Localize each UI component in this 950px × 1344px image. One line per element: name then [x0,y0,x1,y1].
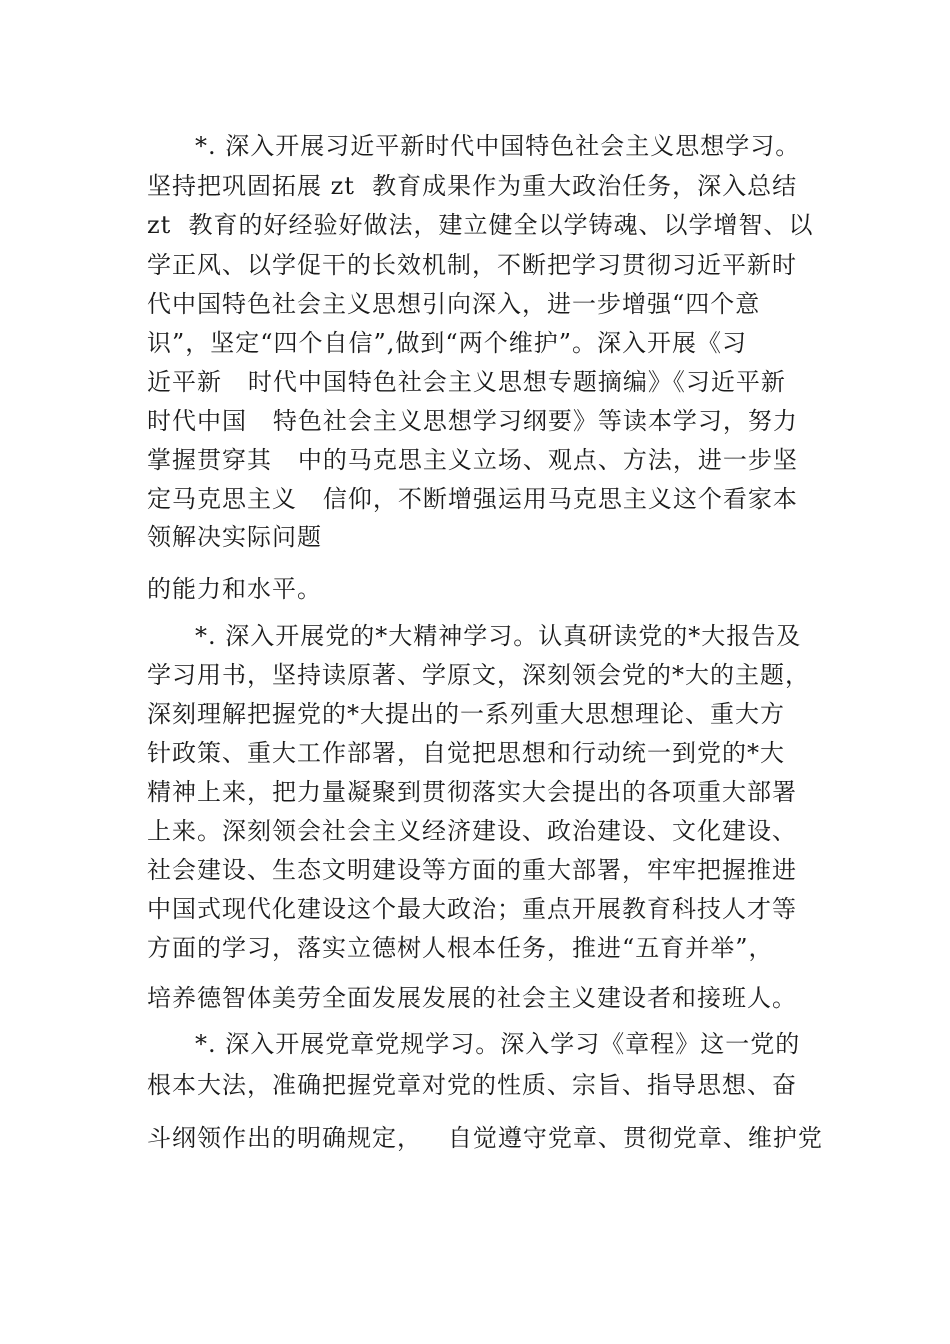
paragraph-2-line-4: 针政策、重大工作部署，自觉把思想和行动统一到党的*大 [147,739,785,767]
paragraph-1-line-10: 定马克思主义 信仰，不断增强运用马克思主义这个看家本 [147,485,798,513]
paragraph-2-line-7: 社会建设、生态文明建设等方面的重大部署，牢牢把握推进 [147,856,797,884]
paragraph-2-line-1: *. 深入开展党的*大精神学习。认真研读党的*大报告及 [195,622,802,650]
paragraph-1-line-7: 近平新 时代中国特色社会主义思想专题摘编》《习近平新 [147,368,786,396]
paragraph-2-line-6: 上来。深刻领会社会主义经济建设、政治建设、文化建设、 [147,817,797,845]
paragraph-1-line-8: 时代中国 特色社会主义思想学习纲要》等读本学习，努力 [147,407,798,435]
paragraph-1-line-2: 坚持把巩固拓展 zt 教育成果作为重大政治任务，深入总结 [147,172,798,200]
paragraph-1-line-4: 学正风、以学促干的长效机制，不断把学习贯彻习近平新时 [147,251,797,279]
paragraph-1-line-12: 的能力和水平。 [147,575,322,603]
paragraph-2-line-9: 方面的学习，落实立德树人根本任务，推进“五育并举”， [147,934,774,962]
paragraph-1-line-6: 识”，坚定“四个自信”,做到“两个维护”。深入开展《习 [147,329,747,357]
paragraph-2-line-2: 学习用书，坚持读原著、学原文，深刻领会党的*大的主题， [147,661,810,689]
paragraph-3-line-1: *. 深入开展党章党规学习。深入学习《章程》这一党的 [195,1030,801,1058]
paragraph-1-line-11: 领解决实际问题 [147,523,322,551]
paragraph-1-line-3: zt 教育的好经验好做法，建立健全以学铸魂、以学增智、以 [147,211,814,239]
paragraph-1-line-9: 掌握贯穿其 中的马克思主义立场、观点、方法，进一步坚 [147,446,798,474]
paragraph-2-line-3: 深刻理解把握党的*大提出的一系列重大思想理论、重大方 [147,700,785,728]
paragraph-3-line-2: 根本大法，准确把握党章对党的性质、宗旨、指导思想、奋 [147,1071,797,1099]
paragraph-2-line-8: 中国式现代化建设这个最大政治；重点开展教育科技人才等 [147,895,797,923]
paragraph-2-line-10: 培养德智体美劳全面发展发展的社会主义建设者和接班人。 [147,984,797,1012]
paragraph-2-line-5: 精神上来，把力量凝聚到贯彻落实大会提出的各项重大部署 [147,778,797,806]
paragraph-3-line-3: 斗纲领作出的明确规定， 自觉遵守党章、贯彻党章、维护党 [147,1124,823,1152]
paragraph-1-line-5: 代中国特色社会主义思想引向深入，进一步增强“四个意 [147,290,761,318]
paragraph-1-line-1: *. 深入开展习近平新时代中国特色社会主义思想学习。 [195,132,801,160]
